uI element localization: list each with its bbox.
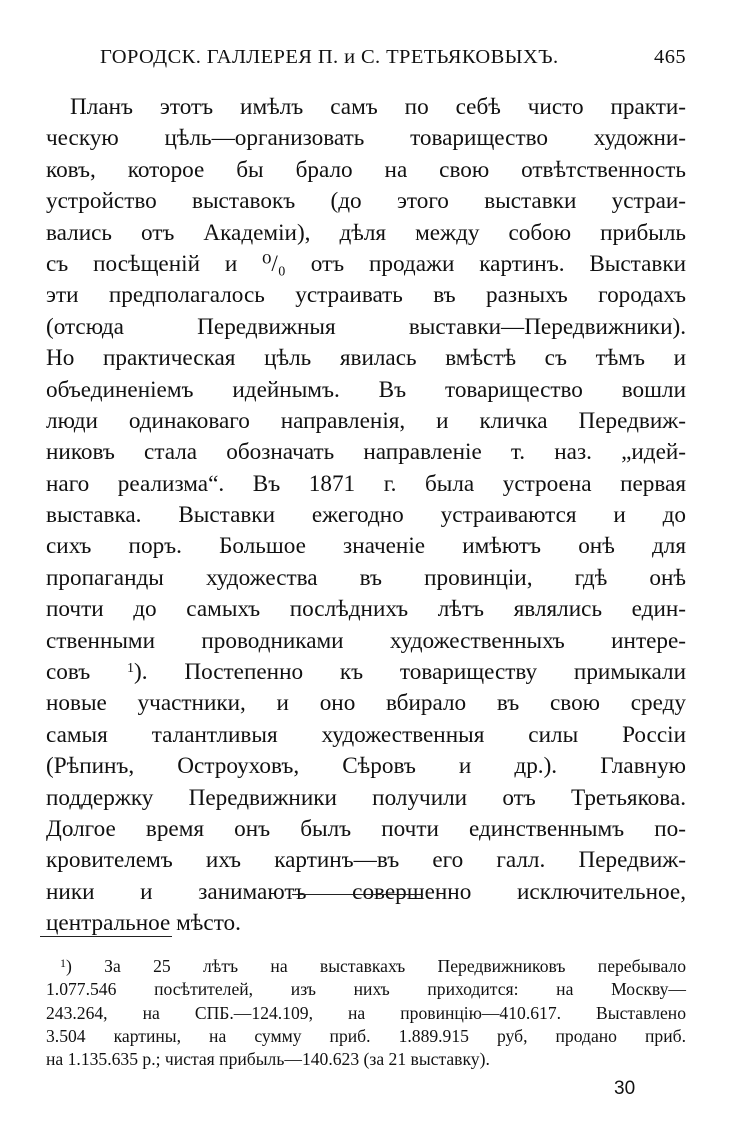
text-line: люди одинаковаго направленія, и кличка Передвиж- bbox=[46, 407, 686, 434]
text-line-with-footnote-ref bbox=[46, 657, 686, 688]
text-fragment: ) За 25 лѣтъ на выставкахъ Передвижниковъ перебывало bbox=[66, 956, 686, 976]
text-line: пропаганды художества въ провинціи, гдѣ онѣ bbox=[46, 564, 686, 591]
text-line: Планъ этотъ имѣлъ самъ по себѣ чисто практи- bbox=[70, 94, 686, 120]
text-line: сихъ поръ. Большое значеніе имѣютъ онѣ для bbox=[46, 533, 686, 560]
text-fragment: совъ bbox=[46, 659, 91, 686]
footnote-line: на 1.135.635 р.; чистая прибыль—140.623 (за 21 выставку). bbox=[46, 1049, 490, 1070]
footnote-line: 1.077.546 посѣтителей, изъ нихъ приходится: на Москву— bbox=[46, 979, 686, 1000]
text-line: выставка. Выставки ежегодно устраиваются и до bbox=[46, 502, 686, 529]
footnote bbox=[46, 955, 686, 1071]
text-line: самыя талантливыя художественныя силы Россіи bbox=[46, 721, 686, 748]
main-paragraph bbox=[46, 92, 686, 940]
section-separator bbox=[292, 894, 423, 895]
text-line: эти предполагалось устраивать въ разныхъ городахъ bbox=[46, 282, 686, 309]
footnote-line bbox=[46, 955, 686, 978]
text-line: поддержку Передвижники получили отъ Третьякова. bbox=[46, 784, 686, 811]
text-line: объединеніемъ идейнымъ. Въ товарищество вошли bbox=[46, 376, 686, 403]
footnote-line: 243.264, на СПБ.—124.109, на провинцію—410.617. Выставлено bbox=[46, 1002, 686, 1023]
footnote-marker: 1 bbox=[60, 956, 66, 970]
text-line: вались отъ Академіи), дѣля между собою прибыль bbox=[46, 219, 686, 246]
footnote-reference: 1 bbox=[127, 661, 135, 677]
page-header bbox=[100, 46, 686, 78]
running-title: ГОРОДСК. ГАЛЛЕРЕЯ П. и С. ТРЕТЬЯКОВЫХЪ. bbox=[100, 46, 559, 68]
text-line: ковъ, которое бы брало на свою отвѣтственность bbox=[46, 156, 686, 183]
page-number: 465 bbox=[654, 46, 686, 68]
text-fragment: ). Постепенно къ товариществу примыкали bbox=[134, 659, 686, 686]
text-line: ческую цѣль—организовать товарищество художни- bbox=[46, 125, 686, 152]
signature-mark: 30 bbox=[614, 1078, 636, 1099]
text-line: никовъ стала обозначать направленіе т. наз. „идей- bbox=[46, 439, 686, 466]
footnote-rule bbox=[40, 936, 172, 937]
text-line: центральное мѣсто. bbox=[46, 910, 241, 937]
text-line: (Рѣпинъ, Остроуховъ, Сѣровъ и др.). Главную bbox=[46, 753, 686, 780]
footnote-line: 3.504 картины, на сумму приб. 1.889.915 руб, продано приб. bbox=[46, 1025, 686, 1046]
text-line: кровителемъ ихъ картинъ—въ его галл. Передвиж- bbox=[46, 847, 686, 874]
text-line: ственными проводниками художественныхъ интере- bbox=[46, 627, 686, 654]
text-line: наго реализма“. Въ 1871 г. была устроена первая bbox=[46, 470, 686, 497]
text-line: устройство выставокъ (до этого выставки устраи- bbox=[46, 188, 686, 215]
text-line: Долгое время онъ былъ почти единственнымъ по- bbox=[46, 815, 686, 842]
text-line: Но практическая цѣль явилась вмѣстѣ съ тѣмъ и bbox=[46, 345, 686, 372]
text-line: ники и занимаютъ совершенно исключительное, bbox=[46, 878, 686, 905]
text-line: новые участники, и оно вбирало въ свою среду bbox=[46, 690, 686, 717]
text-line: (отсюда Передвижныя выставки—Передвижники). bbox=[46, 313, 686, 340]
text-line: почти до самыхъ послѣднихъ лѣтъ являлись един- bbox=[46, 596, 686, 623]
text-line: съ посѣщеній и ⁰/₀ отъ продажи картинъ. Выставки bbox=[46, 250, 686, 277]
